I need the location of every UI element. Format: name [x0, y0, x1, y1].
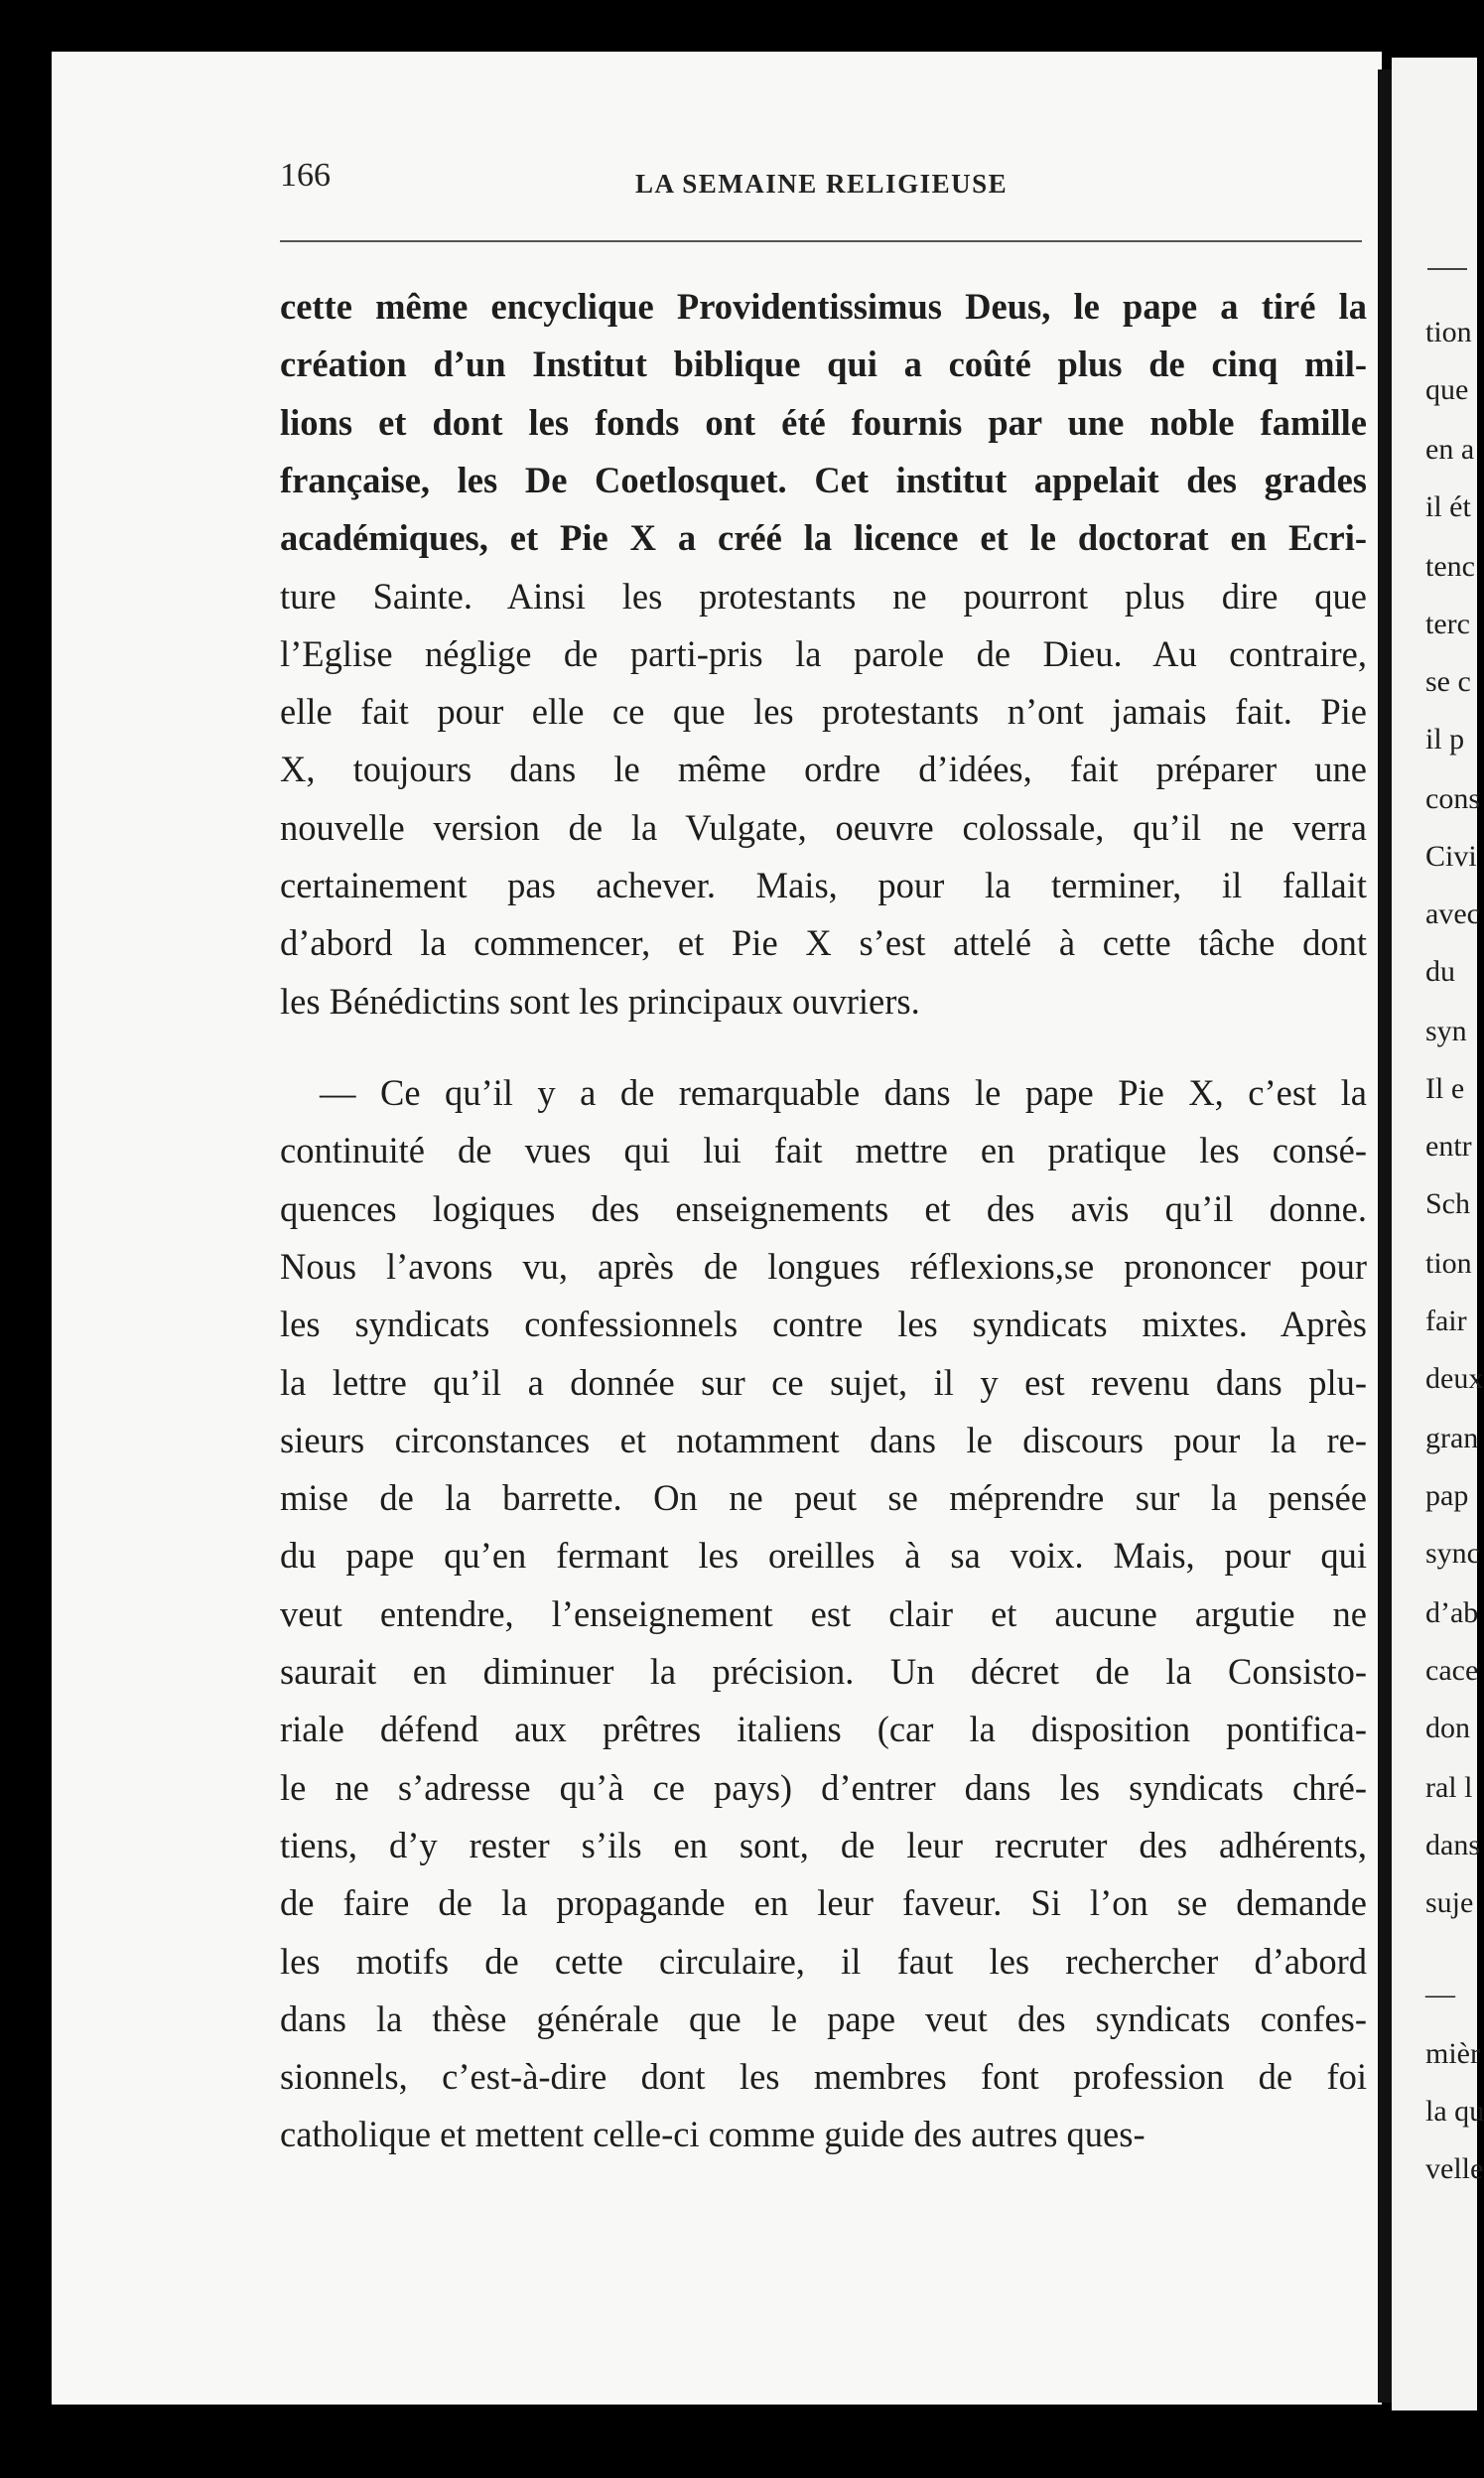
text-line: mise de la barrette. On ne peut se méprendre sur la pensée	[280, 1477, 1367, 1519]
text-line: l’Eglise néglige de parti-pris la parole de Dieu. Au contraire,	[280, 632, 1367, 674]
adjacent-page-text: en a	[1425, 433, 1475, 466]
adjacent-page-text: deux	[1425, 1362, 1484, 1395]
text-line: d’abord la commencer, et Pie X s’est attelé à cette tâche dont	[280, 922, 1367, 964]
running-title: LA SEMAINE RELIGIEUSE	[635, 169, 1009, 199]
adjacent-page-text: il ét	[1425, 490, 1471, 523]
header-rule	[280, 240, 1362, 242]
adjacent-page-text: —	[1425, 1978, 1455, 2010]
text-line: le ne s’adresse qu’à ce pays) d’entrer dans les syndicats chré-	[280, 1766, 1367, 1808]
page-gutter	[1378, 69, 1392, 2403]
text-line: certainement pas achever. Mais, pour la terminer, il fallait	[280, 865, 1367, 905]
text-line: quences logiques des enseignements et des avis qu’il donne.	[280, 1187, 1367, 1229]
adjacent-page-text: avec	[1425, 897, 1480, 930]
adjacent-page-text: que	[1425, 373, 1469, 406]
text-line: veut entendre, l’enseignement est clair et aucune argutie ne	[280, 1592, 1367, 1634]
adjacent-page-text: tion	[1425, 1247, 1472, 1280]
adjacent-page-text: suje	[1425, 1886, 1474, 1919]
text-line: de faire de la propagande en leur faveur. Si l’on se demande	[280, 1882, 1367, 1924]
adjacent-page-text: Civi	[1425, 840, 1477, 873]
text-line: sieurs circonstances et notamment dans le discours pour la re-	[280, 1419, 1367, 1460]
text-line: nouvelle version de la Vulgate, oeuvre colossale, qu’il ne verra	[280, 806, 1367, 848]
text-line: — Ce qu’il y a de remarquable dans le pape Pie X, c’est la	[320, 1072, 1367, 1113]
text-line: cette même encyclique Providentissimus Deus, le pape a tiré la	[280, 286, 1367, 327]
adjacent-page-text: sync	[1425, 1537, 1480, 1570]
page-number: 166	[280, 157, 331, 194]
text-line: riale défend aux prêtres italiens (car la disposition pontifica-	[280, 1709, 1367, 1750]
adjacent-page-text: tenc	[1425, 550, 1475, 583]
text-line: X, toujours dans le même ordre d’idées, fait préparer une	[280, 749, 1367, 790]
text-line: française, les De Coetlosquet. Cet institut appelait des grades	[280, 459, 1367, 500]
text-line: saurait en diminuer la précision. Un décret de la Consisto-	[280, 1651, 1367, 1692]
text-line: les Bénédictins sont les principaux ouvriers.	[280, 980, 920, 1022]
text-line: ture Sainte. Ainsi les protestants ne pourront plus dire que	[280, 575, 1367, 617]
adjacent-page-text: cace	[1425, 1654, 1479, 1687]
adjacent-page-text: Il e	[1425, 1072, 1465, 1105]
text-line: du pape qu’en fermant les oreilles à sa voix. Mais, pour qui	[280, 1535, 1367, 1577]
adjacent-page-text: la qu	[1425, 2095, 1484, 2128]
adjacent-page-text: gran	[1425, 1422, 1479, 1454]
adjacent-page-text: velle	[1425, 2152, 1484, 2185]
adjacent-page-text: tion	[1425, 316, 1472, 348]
adjacent-page-text: pap	[1425, 1479, 1469, 1512]
adjacent-page-text: d’ab	[1425, 1596, 1479, 1629]
text-line: tiens, d’y rester s’ils en sont, de leur recruter des adhérents,	[280, 1824, 1367, 1865]
adjacent-page-text: ral l	[1425, 1771, 1473, 1804]
adjacent-page-text: entr	[1425, 1130, 1472, 1163]
text-line: Nous l’avons vu, après de longues réflexions,se prononcer pour	[280, 1245, 1367, 1287]
text-line: création d’un Institut biblique qui a coûté plus de cinq mil-	[280, 344, 1367, 385]
text-line: les syndicats confessionnels contre les syndicats mixtes. Après	[280, 1304, 1367, 1345]
adjacent-page-text: Sch	[1425, 1187, 1470, 1220]
text-line: académiques, et Pie X a créé la licence et le doctorat en Ecri-	[280, 517, 1367, 559]
adjacent-page-text: terc	[1425, 608, 1470, 640]
text-line: elle fait pour elle ce que les protestants n’ont jamais fait. Pie	[280, 691, 1367, 733]
adjacent-page-text: dans	[1425, 1829, 1480, 1861]
text-line: dans la thèse générale que le pape veut des syndicats confes-	[280, 1997, 1367, 2039]
adjacent-page-rule	[1427, 268, 1467, 270]
adjacent-page-text: se c	[1425, 665, 1471, 698]
adjacent-page-text: syn	[1425, 1015, 1467, 1047]
adjacent-page-text: du	[1425, 955, 1455, 988]
adjacent-page-text: don	[1425, 1712, 1470, 1744]
adjacent-page-text: il p	[1425, 723, 1465, 756]
adjacent-page-fragment	[1392, 58, 1484, 2410]
text-line: la lettre qu’il a donnée sur ce sujet, il y est revenu dans plu-	[280, 1361, 1367, 1403]
adjacent-page-text: cons	[1425, 782, 1480, 815]
text-line: catholique et mettent celle-ci comme guide des autres ques-	[280, 2114, 1146, 2155]
text-line: sionnels, c’est-à-dire dont les membres font profession de foi	[280, 2056, 1367, 2098]
text-line: lions et dont les fonds ont été fournis par une noble famille	[280, 401, 1367, 443]
adjacent-page-text: fair	[1425, 1305, 1467, 1337]
text-line: continuité de vues qui lui fait mettre en pratique les consé-	[280, 1130, 1367, 1171]
adjacent-page-text: mièr	[1425, 2037, 1480, 2070]
text-line: les motifs de cette circulaire, il faut les rechercher d’abord	[280, 1940, 1367, 1982]
